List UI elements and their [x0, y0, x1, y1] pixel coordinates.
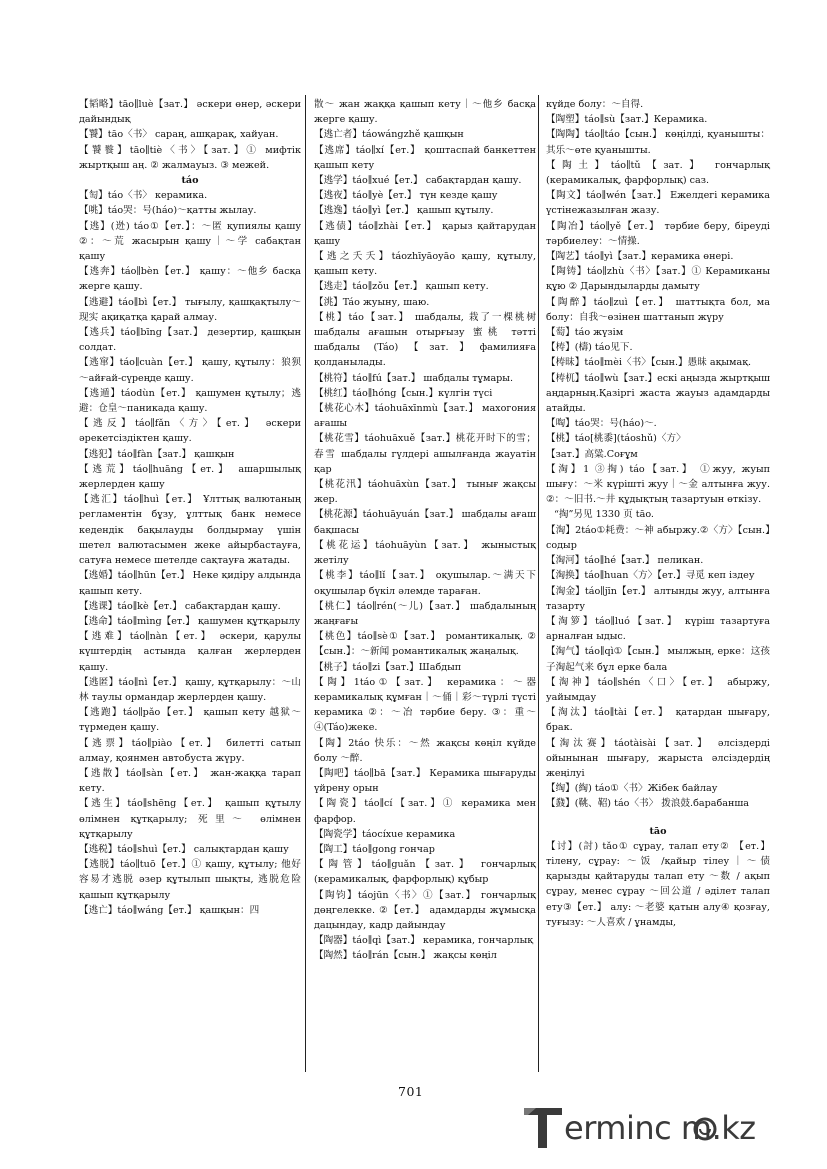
dictionary-entry: 【逃命】táo∥mìng【ет.】 қашумен құтқарылу [79, 615, 301, 627]
dictionary-entry: 【逃之夭夭】táozhīyāoyāo қашу, құтылу, қашып кету. [314, 251, 536, 278]
dictionary-entry: 【陶艺】táo∥yì【зат.】керамика өнері. [546, 251, 734, 263]
dictionary-entry: 【桃花雪】táohuāxuě【зат.】桃花开时下的雪；春雪 шабдалы гүлдері ашылғанда жауатін қар [314, 433, 536, 475]
dictionary-entry: 【逃夜】táo∥yè【ет.】 түн кезде қашу [314, 190, 498, 202]
dictionary-entry: 【逃亡者】táowángzhě қашқын [314, 129, 464, 141]
dictionary-entry: 【陶文】táo∥wén【зат.】 Ежелдегі керамика үстінежазылған жазу. [546, 190, 770, 217]
dictionary-entry: 【桃仁】táo∥rén(～儿)【зат.】 шабдалының жаңғағы [314, 600, 536, 627]
dictionary-entry: 【逃跑】táo∥pǎo【ет.】 қашып кету 越狱～түрмеден қашу. [79, 707, 301, 734]
dictionary-entry: 【陶土】táo∥tǔ【зат.】 гончарлық (керамикалық, фарфорлық) саз. [546, 159, 770, 187]
dictionary-entry: 【桃】táo[桃黍](táoshǔ)〈方〉 [546, 433, 686, 445]
dictionary-entry: 【啕】táo哭：号(háo)～. [546, 418, 657, 430]
dictionary-entry: 【逃奔】táo∥bèn【ет.】 қашу：～他乡 басқа жерге қашу. [79, 266, 301, 293]
dictionary-entry: 【逃票】táo∥piào【ет.】 билетті сатып алмау, қоянмен автобуста жүру. [79, 737, 301, 764]
dictionary-entry: 【桃色】táo∥sè①【зат.】 романтикалық. ②【сын.】：～新闻 романтикалық жаңалық. [314, 631, 536, 658]
dictionary-entry: 【讨】(討) tǎo① сұрау, талап ету② 【ет.】 тілену, сұрау: ～饭 /қайыр тілеу｜～债 қарызды қайтаруды талап ету ～数 / ақып сұрау, менес сұрау ～回公道 / әділет талап ету③【ет.】 алу: ～老婆 қатын алу④ қозғау, туғызу: ～人喜欢 / ұнамды, [546, 840, 770, 928]
dictionary-entry: 【逃走】táo∥zǒu【ет.】 қашып кету. [314, 281, 489, 293]
dictionary-entry: 【桃花心木】táohuāxīnmù【зат.】 махогония ағашы [314, 403, 536, 430]
dictionary-entry: 【逃】(迯) táo①【ет.】：～匿 қупиялы қашу ②：～荒 жасырын қашу｜～学 сабақтан қашу [79, 220, 301, 263]
dictionary-entry: 【桃符】táo∥fú【зат.】 шабдалы тұмары. [314, 372, 513, 384]
dictionary-entry: 【陶陶】táo∥táo【сын.】 көңілді, қуанышты：其乐～өте қуанышты. [546, 129, 770, 156]
dictionary-entry: 【陶吧】táo∥bā【зат.】 Керамика шығаруды үйрену орын [314, 767, 536, 795]
dictionary-entry: 【逃生】táo∥shēng【ет.】 қашып құтылу өлімнен құтқарылу; 死里～ өлімнен құтқарылу [79, 798, 301, 840]
dictionary-entry: 【淘河】táo∥hé【зат.】 пеликан. [546, 555, 704, 567]
dictionary-entry: 【陶瓷学】táocíxue керамика [314, 828, 456, 840]
column-divider [305, 95, 306, 1072]
dictionary-entry: 【陶管】táo∥guǎn【зат.】 гончарлық (керамикалық, фарфорлық) құбыр [314, 859, 536, 886]
dictionary-entry: 【淘换】táo∥huan〈方〉【ет.】寻觅 кеп іздеу [546, 570, 755, 582]
dictionary-entry: 【绹】(綯) táo①〈书〉Жібек байлау [546, 783, 718, 795]
dictionary-entry: 【桃李】táo∥lǐ【зат.】 оқушылар.～满天下 оқушылар бүкіл әлемде тараған. [314, 570, 536, 597]
dictionary-entry: 【鼗】(鞉、鞀) táo〈书〉 拨浪鼓.барабанша [546, 798, 749, 810]
dictionary-entry: 【陶钧】táojūn〈书〉①【зат.】 гончарлық дөңгелекке. ②【ет.】 адамдарды жұмысқа дацындау, кадр дайындау [314, 889, 536, 931]
dictionary-entry: 【逃荒】táo∥huāng【ет.】 ашаршылық жерлерден қашу [79, 463, 301, 491]
dictionary-entry: 【梼昧】táo∥mèi〈书〉【сын.】愚昧 ақымақ. [546, 357, 752, 369]
dictionary-entry: 【桃红】táo∥hóng【сын.】күлгін түсі [314, 387, 493, 399]
dictionary-entry: 【陶瓷】táo∥cí【зат.】① керамика мен фарфор. [314, 798, 536, 825]
dictionary-entry: 【匋】táo〈书〉 керамика. [79, 190, 208, 202]
dictionary-entry: 散～ жан жаққа қашып кету｜～他乡 басқа жерге қашу. [314, 99, 536, 126]
dictionary-entry: 【陶铸】táo∥zhù〈书〉【зат.】① Керамиканы құю ② Дарындыларды дамыту [546, 266, 770, 293]
dictionary-entry: 【逃逸】táo∥yì【ет.】 қашып құтылу. [314, 205, 494, 217]
dictionary-entry: 【梼杌】táo∥wù【зат.】ескі аңызда жыртқыш аңдарның.Қазіргі жаста жауыз адамдарды атайды. [546, 372, 770, 415]
dictionary-entry: 【逃汇】táo∥huì【ет.】 Ұлттық валютаның регламентін бұзу, ұлттық банк немесе кедендік бақылауды болдырмау үшін шетел валютасымен жеке айырбастауға, сатуға немесе шетелде сақтауға жатады. [79, 494, 301, 567]
dictionary-entry: 【逃反】táo∥fǎn〈方〉【ет.】 әскери әрекетсіздіктен қашу. [79, 418, 301, 445]
dictionary-entry: 【桃花汛】táohuāxùn【зат.】 тынығ жақсы жер. [314, 479, 536, 506]
column-right [546, 97, 770, 930]
section-heading: tāo [649, 825, 667, 837]
dictionary-entry: 【逃脱】táo∥tuō【ет.】① қашу, құтылу; 他好容易才逃脱 әзер құтылып шықты, 逃脱危险 қашып құтқарылу [79, 859, 301, 901]
section-heading: táo [181, 175, 199, 187]
dictionary-entry: 【陶塑】táo∥sù【зат.】Керамика. [546, 114, 708, 126]
column-divider [538, 95, 539, 1072]
page-number: 701 [398, 1084, 424, 1099]
dictionary-entry: 【萄】táo жүзім [546, 327, 624, 339]
dictionary-entry: 【饕餮】tāo∥tiè〈书〉【зат.】① мифтік жыртқыш аң. ② жалмауыз. ③ межей. [79, 144, 301, 171]
dictionary-entry: 【淘】1 ③掏) táo【зат.】 ①жуу, жуып шығу：～米 күрішті жуу｜～金 алтынға жуу. ②：～旧书.～井 құдықтың тазартуын өткізу. [546, 463, 770, 506]
dictionary-entry: 【桃花源】táohuāyuán【зат.】 шабдалы ағаш бақшасы [314, 509, 536, 536]
dictionary-entry: 【陶】2táo 快乐：～然 жақсы көңіл күйде болу ～醉. [314, 737, 536, 764]
dictionary-entry: 【逃婚】táo∥hūn【ет.】 Неке қидіру алдында қашып кету. [79, 570, 301, 597]
dictionary-entry: 【逃税】táo∥shuì【ет.】 салықтардан қашу [79, 843, 289, 855]
dictionary-entry: 【逃债】táo∥zhài【ет.】 қарыз қайтарудан қашу [314, 220, 536, 247]
dictionary-entry: 【逃兵】táo∥bīng【зат.】 дезертир, қашқын солдат. [79, 327, 301, 354]
dictionary-entry: 【梼】(檮) táo见下. [546, 342, 633, 354]
dictionary-entry: 【韬略】tāo∥luè【зат.】 әскери өнер, әскери дайындық [79, 99, 301, 126]
dictionary-entry: 【逃席】táo∥xí【ет.】 қоштаспай банкеттен қашып кету [314, 144, 536, 171]
dictionary-entry: 【桃花运】táohuāyùn【зат.】 жыныстық жетілу [314, 539, 536, 567]
dictionary-entry: 【淘】2táo①耗费：～神 абыржу.②〈方〉【сын.】содыр [546, 524, 770, 551]
terminkom-logo [524, 1104, 814, 1152]
dictionary-entry: 【淘汰】táo∥tài【ет.】 қатардан шығару, брак. [546, 707, 770, 734]
dictionary-entry: 【淘神】táo∥shén〈口〉【ет.】 абыржу, уайымдау [546, 676, 770, 703]
column-left [79, 97, 301, 918]
logo-text: erminc m.kz [564, 1109, 756, 1147]
dictionary-entry: 【淘气】táo∥qì①【сын.】 мылжың, ерке：这孩子淘起气来 бұл ерке бала [546, 646, 770, 673]
dictionary-entry: “掏”另见 1330 页 tāo. [554, 509, 654, 521]
dictionary-entry: 【陶醉】táo∥zuì【ет.】 шаттықта бол, ма болу：自我～өзінен шаттанып жүру [546, 296, 770, 323]
dictionary-entry: 【桃子】táo∥zi【зат.】Шабдып [314, 661, 462, 673]
dictionary-entry: күйде болу：～自得. [546, 99, 644, 110]
dictionary-entry: 【逃遁】táodùn【ет.】 қашумен құтылу；逃避：仓皇～паникада қашу. [79, 387, 301, 415]
dictionary-entry: 【咷】táo哭：号(háo)～қатты жылау. [79, 205, 257, 217]
dictionary-entry: 【陶工】táo∥gong гончар [314, 843, 435, 855]
dictionary-entry: 【陶】1táo①【зат.】 керамика：～器 керамикалық құмған｜～俑｜彩～түрлі түсті керамика ②：～冶 тәрбие беру. ③：重～④(Táo)жеке. [314, 676, 536, 734]
dictionary-entry: 【逃散】táo∥sàn【ет.】 жан-жаққа тарап кету. [79, 767, 301, 795]
dictionary-entry: 【逃学】táo∥xué【ет.】 сабақтардан қашу. [314, 175, 522, 187]
dictionary-entry: 【桃】táo【зат.】 шабдалы, 栽了一棵桃树 шабдалы ағашын отырғызу 蜜桃 тәтті шабдалы (Táo)【зат.】фамилияға қолданылады. [314, 311, 536, 369]
dictionary-entry: 【陶冶】táo∥yě【ет.】 тәрбие беру, біреуді тәрбиелеу：～情操. [546, 220, 770, 247]
dictionary-entry: 【逃避】táo∥bì【ет.】 тығылу, қашқақтылу～现实 ақиқатқа қарай алмау. [79, 296, 301, 323]
dictionary-entry: 【逃亡】táo∥wáng【ет.】 қашқын：四 [79, 904, 260, 916]
dictionary-entry: 【逃匿】táo∥nì【ет.】 қашу, құтқарылу：～山林 таулы ормандар жерлерден қашу. [79, 676, 301, 703]
dictionary-entry: 【淘金】táo∥jīn【ет.】 алтынды жуу, алтынға тазарту [546, 585, 770, 612]
dictionary-entry: 【饕】tāo〈书〉 сараң, ашқарақ, хайуан. [79, 129, 279, 141]
dictionary-entry: 【陶然】táo∥rán【сын.】 жақсы көңіл [314, 950, 497, 962]
dictionary-entry: 【逃窜】táo∥cuàn【ет.】 қашу, құтылу：狼狈～айғай-сүреңде қашу. [79, 357, 301, 384]
dictionary-entry: 【洮】Táo жуыну, шаю. [314, 296, 430, 308]
dictionary-entry: 【逃犯】táo∥fàn【зат.】 қашқын [79, 448, 235, 460]
dictionary-entry: 【逃难】táo∥nàn【ет.】 әскери, қарулы күштердің астында қалған жерлерден қашу. [79, 631, 301, 673]
dictionary-entry: 【淘箩】táo∥luó【зат.】 күріш тазартуға арналған ыдыс. [546, 615, 770, 643]
column-middle [314, 97, 536, 964]
dictionary-entry: 【逃课】táo∥kè【ет.】 сабақтардан қашу. [79, 600, 281, 612]
dictionary-entry: 【淘汰赛】táotàisài【зат.】 әлсіздерді ойынынан шығару, жарыста әлсіздердің жеңілуі [546, 737, 770, 779]
dictionary-entry: 【зат.】高粱.Соғұм [546, 448, 638, 460]
dictionary-entry: 【陶器】táo∥qì【зат.】 керамика, гончарлық [314, 935, 534, 947]
